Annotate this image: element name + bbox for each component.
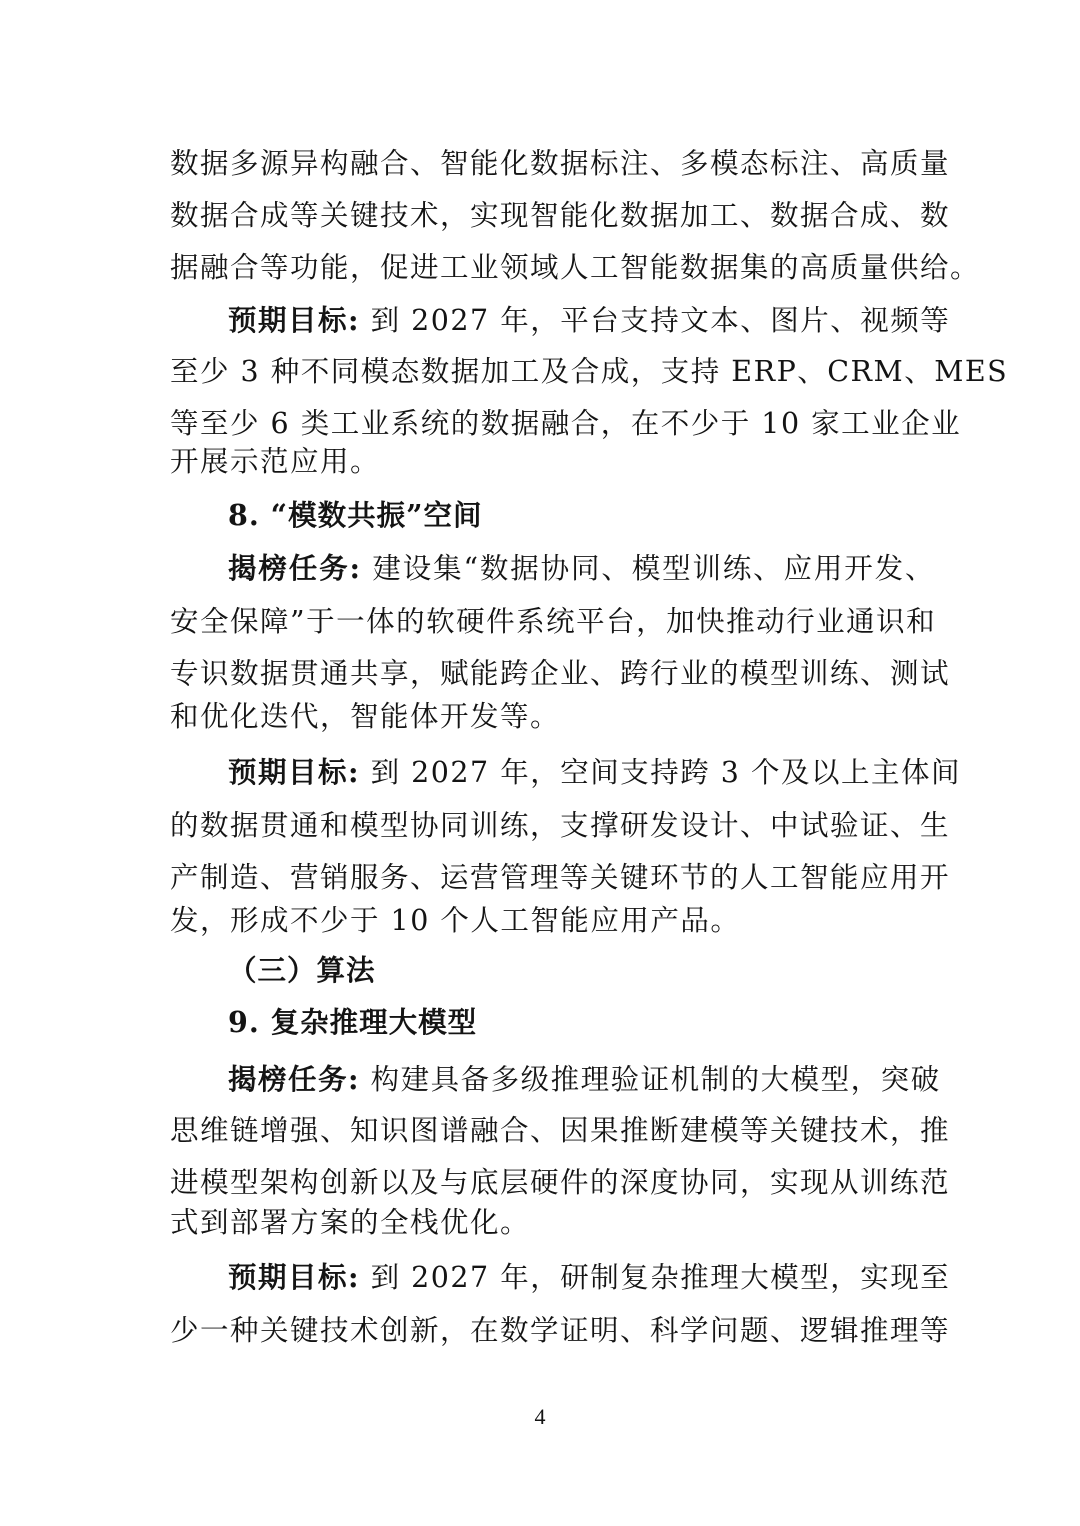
paragraph-line: 专识数据贯通共享，赋能跨企业、跨行业的模型训练、测试 bbox=[170, 657, 951, 690]
paragraph-line: 至少 3 种不同模态数据加工及合成，支持 ERP、CRM、MES bbox=[170, 355, 1009, 388]
paragraph-line: 等至少 6 类工业系统的数据融合，在不少于 10 家工业企业 bbox=[170, 407, 962, 440]
goal-first-line bbox=[228, 1252, 951, 1302]
paragraph-line: 开展示范应用。 bbox=[170, 445, 381, 478]
task-text: 建设集“数据协同、模型训练、应用开发、 bbox=[361, 552, 935, 585]
paragraph-line: 发，形成不少于 10 个人工智能应用产品。 bbox=[170, 904, 741, 937]
goal-text: 到 2027 年，空间支持跨 3 个及以上主体间 bbox=[360, 756, 961, 789]
paragraph-line: 少一种关键技术创新，在数学证明、科学问题、逻辑推理等 bbox=[170, 1314, 951, 1347]
page-number: 4 bbox=[534, 1404, 546, 1429]
task-label: 揭榜任务: bbox=[228, 551, 362, 585]
goal-first-line bbox=[228, 295, 951, 345]
paragraph-line: 据融合等功能，促进工业领域人工智能数据集的高质量供给。 bbox=[170, 251, 981, 284]
paragraph-line: 进模型架构创新以及与底层硬件的深度协同，实现从训练范 bbox=[170, 1166, 951, 1199]
paragraph-line: 的数据贯通和模型协同训练，支撑研发设计、中试验证、生 bbox=[170, 809, 951, 842]
goal-label: 预期目标: bbox=[228, 303, 361, 337]
task-text: 构建具备多级推理验证机制的大模型，突破 bbox=[360, 1063, 941, 1096]
task-first-line bbox=[228, 1054, 941, 1104]
paragraph-line: 式到部署方案的全栈优化。 bbox=[170, 1206, 531, 1239]
section-9-heading: 9. 复杂推理大模型 bbox=[228, 1005, 478, 1039]
paragraph-line: 数据合成等关键技术，实现智能化数据加工、数据合成、数 bbox=[170, 199, 951, 232]
paragraph-line: 思维链增强、知识图谱融合、因果推断建模等关键技术，推 bbox=[170, 1114, 951, 1147]
task-first-line bbox=[228, 543, 935, 593]
goal-label: 预期目标: bbox=[228, 1260, 361, 1294]
paragraph-line: 数据多源异构融合、智能化数据标注、多模态标注、高质量 bbox=[170, 147, 951, 180]
goal-text: 到 2027 年，研制复杂推理大模型，实现至 bbox=[360, 1261, 951, 1294]
paragraph-line: 安全保障”于一体的软硬件系统平台，加快推动行业通识和 bbox=[170, 605, 937, 638]
paragraph-line: 和优化迭代，智能体开发等。 bbox=[170, 700, 561, 733]
task-label: 揭榜任务: bbox=[228, 1062, 361, 1096]
section-8-heading: 8. “模数共振”空间 bbox=[228, 498, 483, 532]
paragraph-line: 产制造、营销服务、运营管理等关键环节的人工智能应用开 bbox=[170, 861, 951, 894]
goal-text: 到 2027 年，平台支持文本、图片、视频等 bbox=[360, 304, 951, 337]
goal-first-line bbox=[228, 747, 961, 797]
section-3-heading: （三）算法 bbox=[228, 953, 376, 987]
goal-label: 预期目标: bbox=[228, 755, 361, 789]
